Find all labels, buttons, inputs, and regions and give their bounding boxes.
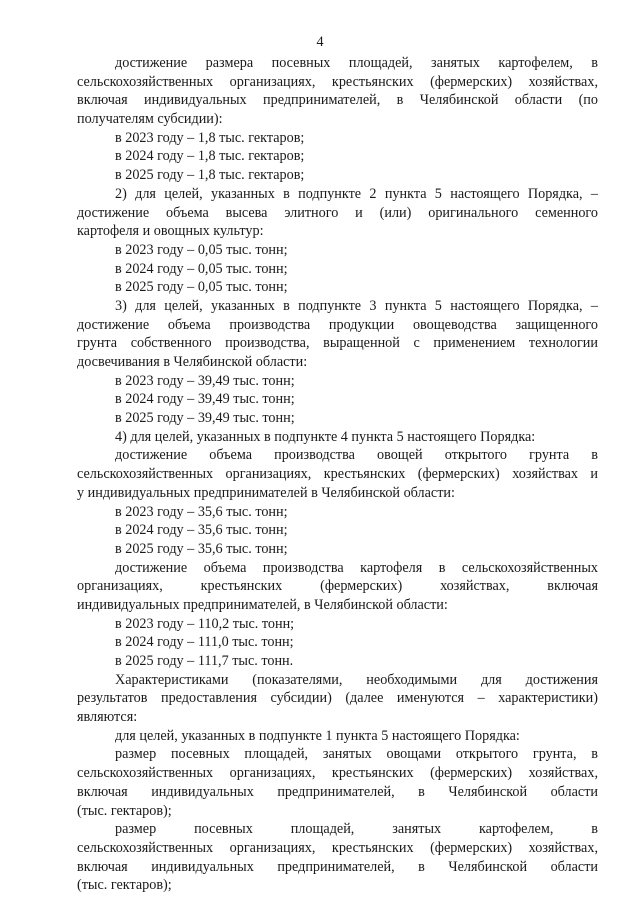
text-line: 2) для целей, указанных в подпункте 2 пункта 5 настоящего Порядка, –	[115, 185, 598, 202]
text-line: досвечивания в Челябинской области:	[77, 354, 308, 370]
text-line: Характеристиками (показателями, необходимыми для достижения	[115, 671, 598, 688]
document-body	[77, 54, 598, 895]
text-line: в 2024 году – 1,8 тыс. гектаров;	[115, 148, 305, 165]
text-line: в 2024 году – 111,0 тыс. тонн;	[115, 634, 294, 651]
text-line: в 2023 году – 0,05 тыс. тонн;	[115, 241, 288, 258]
text-line: индивидуальных предпринимателей, в Челябинской области:	[77, 596, 448, 613]
text-line: достижение размера посевных площадей, занятых картофелем, в	[115, 55, 598, 71]
text-line: картофеля и овощных культур:	[77, 223, 264, 240]
text-line: сельскохозяйственных организациях, крестьянских (фермерских) хозяйствах,	[77, 765, 598, 782]
text-line: в 2025 году – 39,49 тыс. тонн;	[115, 410, 295, 427]
text-line: в 2023 году – 110,2 тыс. тонн;	[115, 615, 295, 632]
text-line: в 2024 году – 35,6 тыс. тонн;	[115, 522, 288, 539]
text-line: в 2025 году – 0,05 тыс. тонн;	[115, 279, 288, 296]
text-line: в 2023 году – 1,8 тыс. гектаров;	[115, 129, 305, 146]
text-line: в 2025 году – 1,8 тыс. гектаров;	[115, 167, 305, 184]
text-line: размер посевных площадей, занятых картофелем, в	[115, 821, 598, 838]
text-line: достижение объема производства картофеля в сельскохозяйственных	[115, 559, 598, 576]
text-line: для целей, указанных в подпункте 1 пункта 5 настоящего Порядка:	[115, 727, 520, 744]
text-line: получателям субсидии):	[77, 111, 223, 128]
text-line: являются:	[77, 709, 138, 726]
text-line: включая индивидуальных предпринимателей, в Челябинской области	[77, 783, 598, 800]
text-line: сельскохозяйственных организациях, крестьянских (фермерских) хозяйствах,	[77, 839, 598, 856]
text-line: включая индивидуальных предпринимателей, в Челябинской области (по	[77, 92, 598, 109]
text-line: достижение объема высева элитного и (или) оригинального семенного	[77, 204, 598, 221]
text-line: результатов предоставления субсидии) (далее именуются – характеристики)	[77, 690, 598, 707]
text-line: в 2024 году – 39,49 тыс. тонн;	[115, 391, 295, 408]
text-line: в 2025 году – 35,6 тыс. тонн;	[115, 540, 288, 557]
text-line: 3) для целей, указанных в подпункте 3 пункта 5 настоящего Порядка, –	[115, 297, 598, 314]
text-line: сельскохозяйственных организациях, крестьянских (фермерских) хозяйствах и	[77, 466, 598, 483]
text-line: достижение объема производства продукции овощеводства защищенного	[77, 316, 598, 333]
text-line: у индивидуальных предпринимателей в Челябинской области:	[77, 484, 455, 501]
text-line: размер посевных площадей, занятых овощами открытого грунта, в	[115, 746, 598, 763]
text-line: грунта собственного производства, выращенной с применением технологии	[77, 335, 598, 352]
text-line: в 2023 году – 39,49 тыс. тонн;	[115, 372, 295, 389]
page-number: 4	[316, 34, 324, 50]
text-line: (тыс. гектаров);	[77, 877, 172, 894]
text-line: включая индивидуальных предпринимателей, в Челябинской области	[77, 858, 598, 875]
text-line: достижение объема производства овощей открытого грунта в	[115, 447, 598, 464]
text-line: в 2024 году – 0,05 тыс. тонн;	[115, 260, 288, 277]
text-line: сельскохозяйственных организациях, крестьянских (фермерских) хозяйствах,	[77, 73, 598, 90]
text-line: в 2023 году – 35,6 тыс. тонн;	[115, 503, 288, 520]
text-line: организациях, крестьянских (фермерских) хозяйствах, включая	[77, 578, 598, 595]
text-line: 4) для целей, указанных в подпункте 4 пункта 5 настоящего Порядка:	[115, 428, 536, 445]
text-line: в 2025 году – 111,7 тыс. тонн.	[115, 653, 294, 669]
text-line: (тыс. гектаров);	[77, 802, 172, 819]
